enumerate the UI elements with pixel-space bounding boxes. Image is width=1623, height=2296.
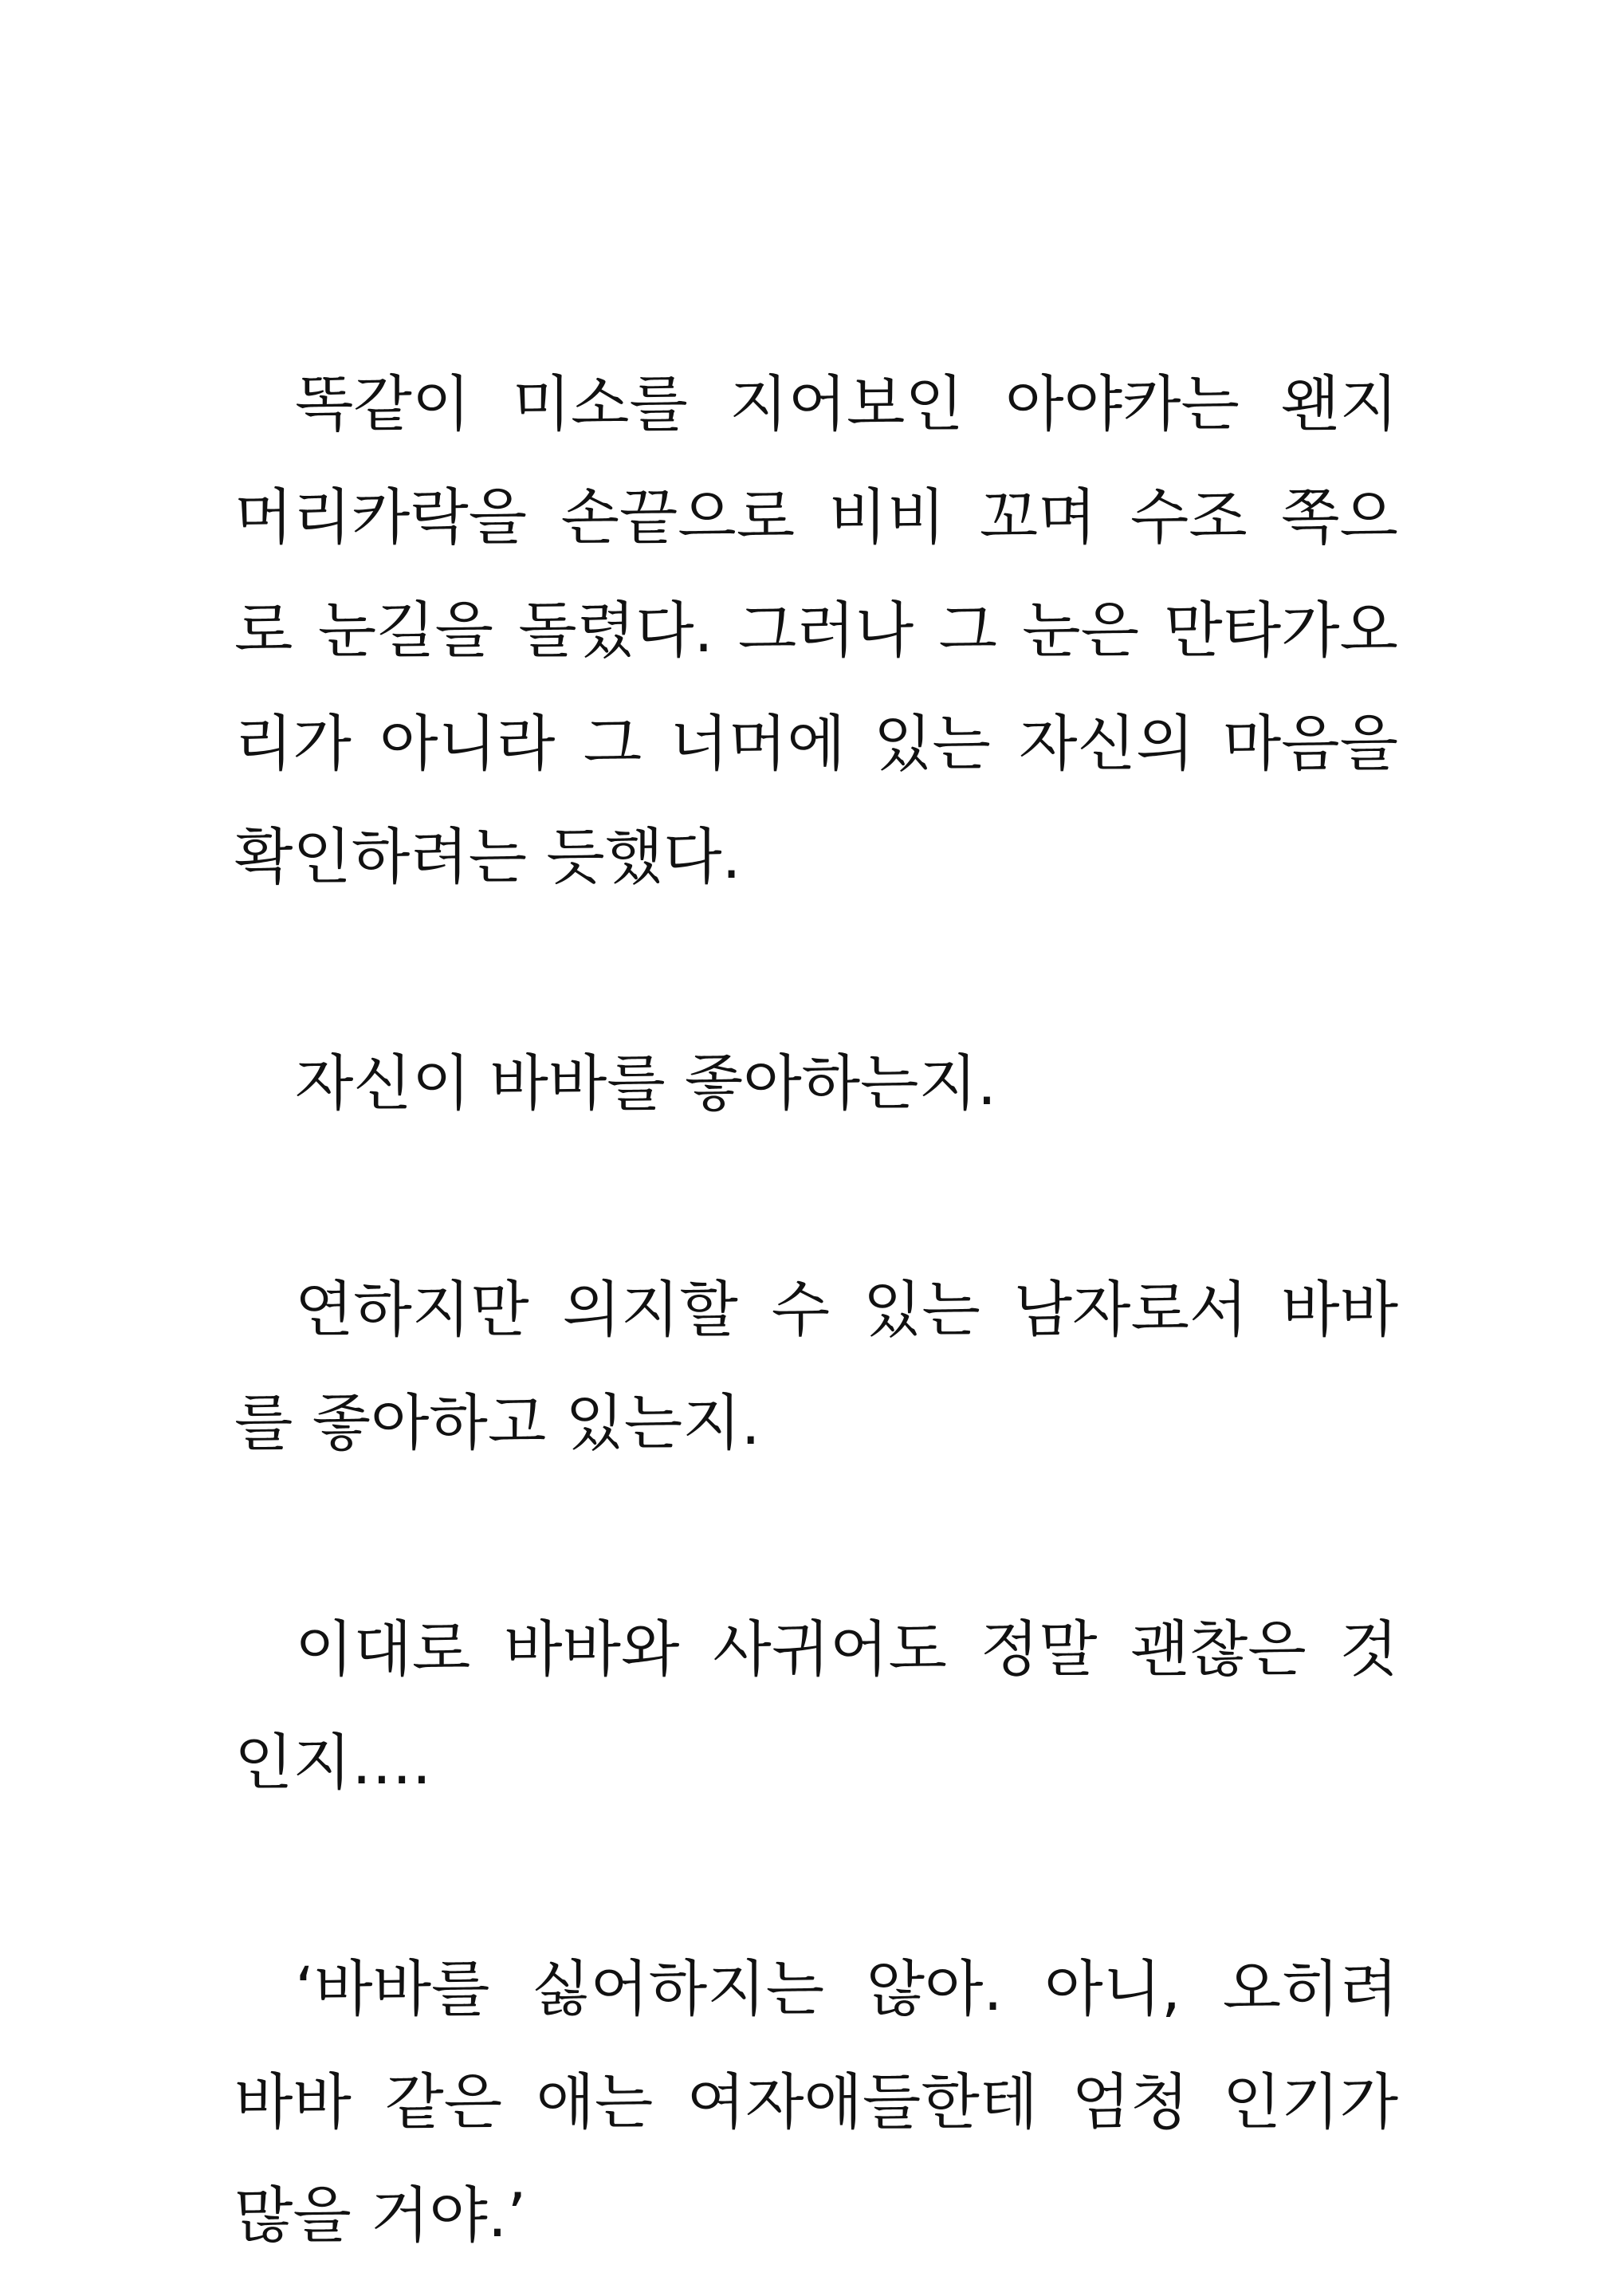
word: 싫어하지는 bbox=[531, 1953, 825, 2024]
word: 괜찮은 bbox=[1130, 1614, 1307, 1685]
word: 남자로서 bbox=[1013, 1274, 1248, 1345]
word: 눈은 bbox=[1022, 595, 1139, 666]
word: 수 bbox=[771, 1274, 831, 1345]
word: 않아. bbox=[866, 1953, 1003, 2024]
word: 로 bbox=[234, 595, 293, 666]
text-line bbox=[234, 1253, 1398, 1366]
word: 정말 bbox=[980, 1614, 1098, 1685]
word: 왠지 bbox=[1281, 368, 1398, 439]
text-line bbox=[234, 2046, 1398, 2159]
word: 바바 bbox=[1281, 1274, 1398, 1345]
paragraph-4 bbox=[234, 1593, 1398, 1819]
word: 의지할 bbox=[562, 1274, 738, 1345]
word: 그 bbox=[583, 708, 643, 779]
word: 꼬며 bbox=[979, 482, 1097, 552]
word: 있는 bbox=[863, 1274, 980, 1345]
text-line bbox=[234, 461, 1398, 574]
word: 이대로 bbox=[295, 1614, 471, 1685]
word: 바바 bbox=[234, 2066, 352, 2137]
text-line bbox=[234, 348, 1398, 461]
word: 바바와 bbox=[504, 1614, 680, 1685]
word: 수조 bbox=[1130, 482, 1248, 552]
word: 만타가오 bbox=[1164, 595, 1398, 666]
word: 미소를 bbox=[512, 368, 688, 439]
body-text bbox=[234, 348, 1398, 2272]
word: 인기가 bbox=[1222, 2066, 1398, 2137]
text-line bbox=[234, 687, 1398, 800]
word: 아야카는 bbox=[1005, 368, 1240, 439]
text-line: 자신이 바바를 좋아하는지. bbox=[295, 1048, 997, 1119]
word: 돌렸다. bbox=[518, 595, 713, 666]
word: 있는 bbox=[874, 708, 991, 779]
word: 마음을 bbox=[1222, 708, 1398, 779]
word: 머리카락을 bbox=[234, 482, 528, 552]
word: ‘바바를 bbox=[295, 1953, 490, 2024]
word: 너머에 bbox=[670, 708, 846, 779]
word: 것 bbox=[1339, 1614, 1398, 1685]
word: 연하지만 bbox=[295, 1274, 529, 1345]
word: 여자애들한테 bbox=[686, 2066, 1039, 2137]
text-line bbox=[234, 1932, 1398, 2046]
word: 아니, bbox=[1044, 1953, 1181, 2024]
word: 엄청 bbox=[1071, 2066, 1189, 2137]
text-line: 인지…. bbox=[234, 1727, 431, 1798]
text-line: 많을 거야.’ bbox=[234, 2180, 527, 2251]
word: 애는 bbox=[536, 2066, 654, 2137]
text-line bbox=[234, 574, 1398, 687]
paragraph-5 bbox=[234, 1932, 1398, 2272]
paragraph-2 bbox=[234, 1027, 1398, 1140]
word: 오히려 bbox=[1222, 1953, 1398, 2024]
text-line bbox=[234, 1593, 1398, 1706]
word: 눈길을 bbox=[317, 595, 493, 666]
word: 그 bbox=[938, 595, 997, 666]
word: 그러나 bbox=[737, 595, 914, 666]
text-line: 확인하려는 듯했다. bbox=[234, 821, 741, 892]
word: 지어보인 bbox=[729, 368, 964, 439]
paragraph-3 bbox=[234, 1253, 1398, 1480]
paragraph-1 bbox=[234, 348, 1398, 914]
word: 비비 bbox=[828, 482, 946, 552]
word: 손끝으로 bbox=[560, 482, 796, 552]
word: 아니라 bbox=[379, 708, 556, 779]
text-line: 를 좋아하고 있는지. bbox=[234, 1387, 760, 1458]
word: 사귀어도 bbox=[713, 1614, 947, 1685]
word: 같은 bbox=[385, 2066, 503, 2137]
word: 쪽으 bbox=[1281, 482, 1398, 552]
word: 리가 bbox=[234, 708, 352, 779]
word: 자신의 bbox=[1019, 708, 1195, 779]
word: 똑같이 bbox=[295, 368, 471, 439]
